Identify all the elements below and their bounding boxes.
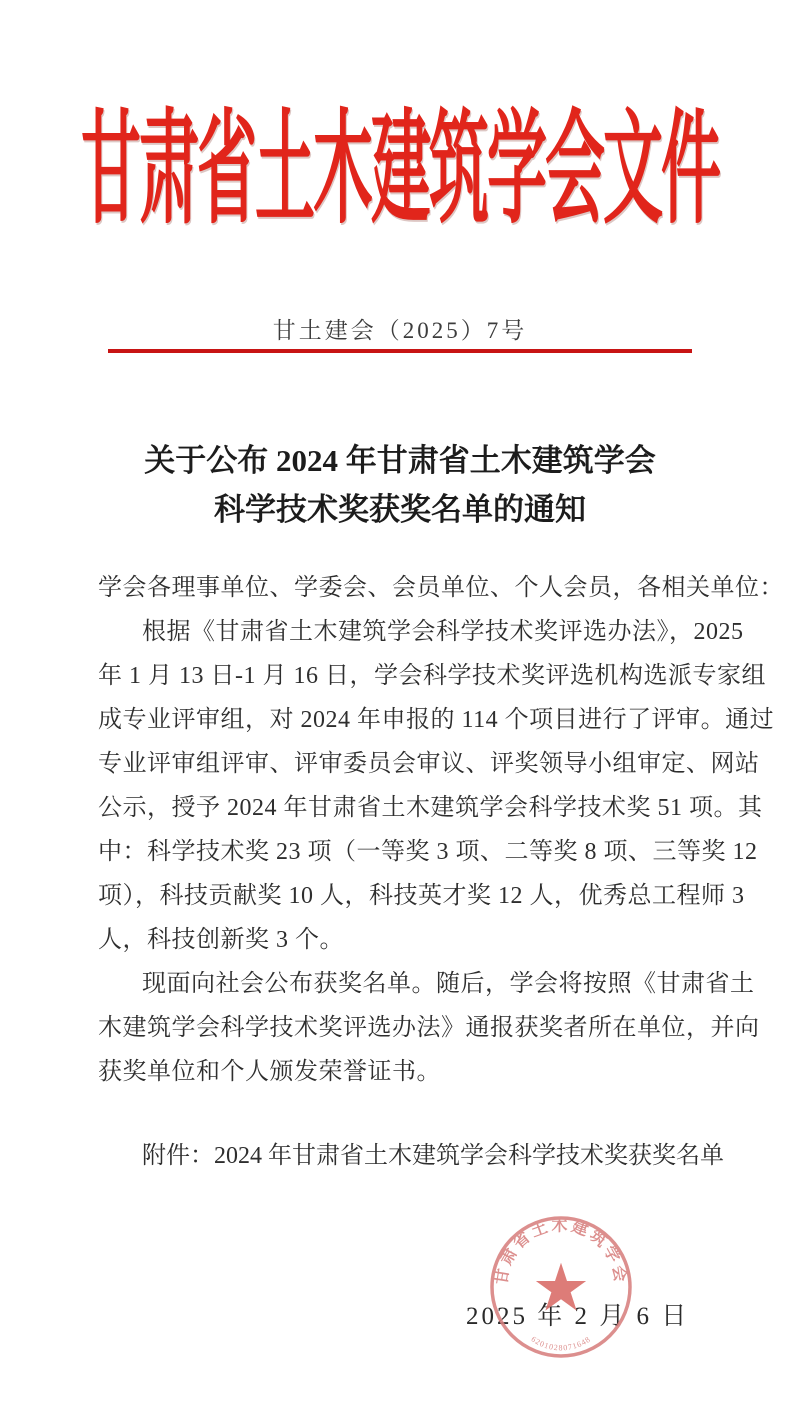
body-line: 人，科技创新奖 3 个。 [98, 927, 344, 953]
document-date: 2025 年 2 月 6 日 [466, 1303, 690, 1330]
document-title-line2: 科学技术奖获奖名单的通知 [214, 492, 586, 527]
seal-arc-label: 甘肃省土木建筑学会 [493, 1217, 629, 1286]
document-body [98, 566, 784, 1094]
body-line: 学会各理事单位、学委会、会员单位、个人会员，各相关单位： [98, 575, 784, 601]
body-line: 成专业评审组，对 2024 年申报的 114 个项目进行了评审。通过 [98, 707, 775, 733]
body-line: 专业评审组评审、评审委员会审议、评奖领导小组审定、网站 [98, 751, 760, 777]
seal-code: 6201028071648 [529, 1334, 593, 1353]
document-number: 甘土建会（2025）7号 [272, 318, 528, 343]
document-title [0, 436, 800, 534]
body-line: 木建筑学会科学技术奖评选办法》通报获奖者所在单位，并向 [98, 1015, 760, 1041]
body-line: 现面向社会公布获奖名单。随后，学会将按照《甘肃省土 [142, 971, 755, 997]
document-title-line1: 关于公布 2024 年甘肃省土木建筑学会 [144, 443, 656, 478]
body-line: 年 1 月 13 日-1 月 16 日，学会科学技术奖评选机构选派专家组 [98, 663, 766, 689]
star-icon: ★ [534, 1259, 588, 1319]
letterhead-title: 甘肃省土木建筑学会文件 [81, 102, 719, 238]
body-line: 获奖单位和个人颁发荣誉证书。 [98, 1059, 441, 1085]
body-line: 公示，授予 2024 年甘肃省土木建筑学会科学技术奖 51 项。其 [98, 795, 763, 821]
official-seal [486, 1212, 636, 1362]
red-divider-rule [108, 349, 692, 353]
body-line: 项），科技贡献奖 10 人，科技英才奖 12 人，优秀总工程师 3 [98, 883, 745, 909]
attachment-line: 附件：2024 年甘肃省土木建筑学会科学技术奖获奖名单 [142, 1143, 724, 1169]
body-line: 根据《甘肃省土木建筑学会科学技术奖评选办法》，2025 [142, 619, 744, 645]
body-line: 中：科学技术奖 23 项（一等奖 3 项、二等奖 8 项、三等奖 12 [98, 839, 758, 865]
